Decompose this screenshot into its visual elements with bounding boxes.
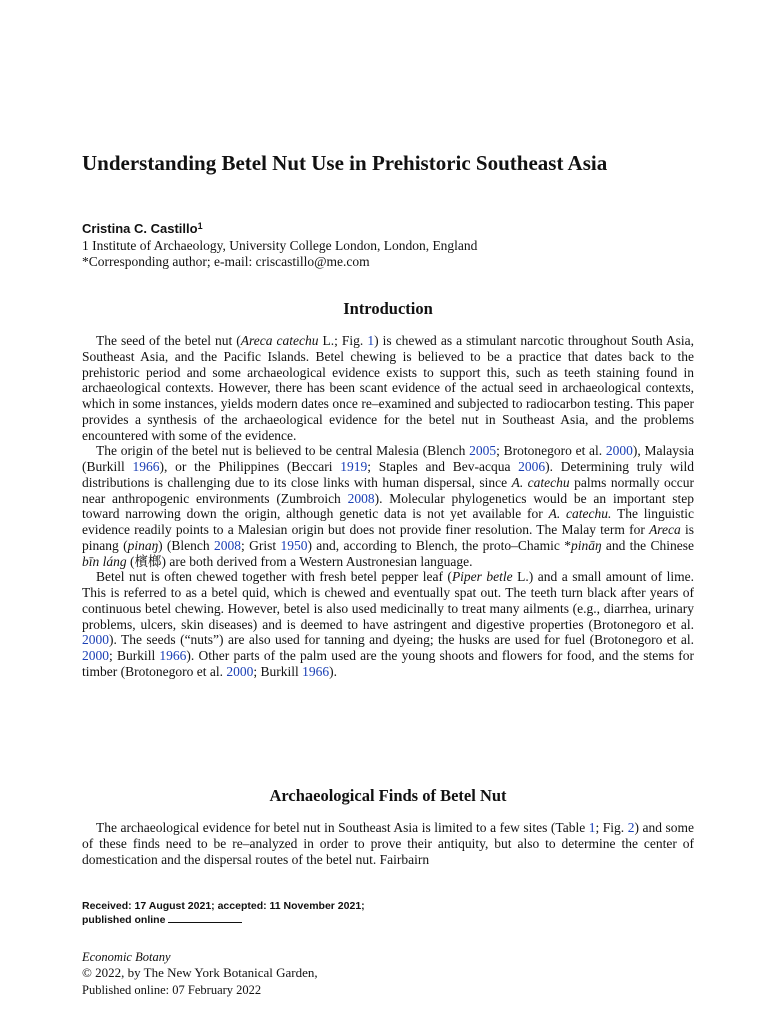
author-correspondence: *Corresponding author; e-mail: criscastillo@me.com — [82, 254, 370, 269]
figure-link[interactable]: 1 — [367, 333, 375, 348]
section-heading-introduction: Introduction — [343, 299, 433, 318]
published-online-date: Published online: 07 February 2022 — [82, 983, 262, 997]
paragraph: The origin of the betel nut is believed to be central Malesia (Blench 2005; Brotonegoro et al. 2000), Malaysia (Burkill 1966), or the Philippines (Beccari 1919; Staples and Bev-acqua 2006). Determining truly wild distributions is challenging due to its close links with human dispersal, since A. catechu palms normally occur near anthropogenic environments (Zumbroich 2008). Molecular phylogenetics would be an important step toward narrowing down the origin, although genetic data is not yet available for A. catechu. The linguistic evidence readily points to a Malesian origin but does not provide finer resolution. The Malay term for Areca is pinang (pinaŋ) (Blench 2008; Grist 1950) and, according to Blench, the proto–Chamic *pināŋ and the Chinese bīn láng (檳榔) are both derived from a Western Austronesian language. — [82, 443, 694, 569]
citation-link[interactable]: 2000 — [82, 648, 109, 663]
citation-link[interactable]: 1966 — [132, 459, 160, 474]
author-name: Cristina C. Castillo — [82, 221, 198, 236]
citation-link[interactable]: 2006 — [518, 459, 546, 474]
citation-link[interactable]: 2005 — [469, 443, 497, 459]
journal-footer — [82, 950, 582, 998]
author-line — [82, 220, 203, 237]
citation-link[interactable]: 2008 — [347, 490, 375, 506]
paragraph: The archaeological evidence for betel nut in Southeast Asia is limited to a few sites (Table 1; Fig. 2) and some of these finds need to be re–analyzed in order to prove their antiquity, but also to determine the center of domestication and the dispersal routes of the betel nut. Fairbairn — [82, 820, 695, 867]
author-affiliation: 1 Institute of Archaeology, University College London, London, England — [82, 238, 478, 253]
citation-link[interactable]: 2008 — [214, 537, 241, 553]
journal-name: Economic Botany — [82, 950, 171, 964]
article-dates — [82, 899, 482, 927]
citation-link[interactable]: 1950 — [280, 537, 308, 553]
introduction-body — [82, 333, 694, 680]
published-online-line: published online — [82, 913, 482, 927]
section-heading-archaeological-finds: Archaeological Finds of Betel Nut — [269, 786, 507, 805]
table-link[interactable]: 1 — [588, 820, 596, 835]
received-accepted-dates: Received: 17 August 2021; accepted: 11 November 2021; — [82, 900, 365, 912]
copyright-line: © 2022, by The New York Botanical Garden, — [82, 965, 318, 980]
citation-link[interactable]: 2000 — [226, 663, 254, 679]
paragraph: The seed of the betel nut (Areca catechu L.; Fig. 1) is chewed as a stimulant narcotic throughout South Asia, Southeast Asia, and the Pacific Islands. Betel chewing is believed to be a practice that dates back to the prehistoric period and some archaeological evidence exists to support this, such as teeth staining found in archaeological contexts. However, there has been scant evidence of the actual seed in archaeological contexts, which in some instances, yields modern dates once re–examined and subjected to radiocarbon testing. This paper provides a synthesis of the archaeological evidence for the betel nut in Southeast Asia, and the problems encountered with some of the evidence. — [82, 333, 694, 443]
article-title: Understanding Betel Nut Use in Prehistoric Southeast Asia — [82, 151, 608, 175]
citation-link[interactable]: 1966 — [302, 663, 330, 679]
citation-link[interactable]: 2000 — [82, 632, 109, 648]
affiliation-block — [82, 238, 702, 270]
author-affiliation-marker: 1 — [197, 221, 203, 231]
published-date-blank — [168, 913, 242, 923]
citation-link[interactable]: 1966 — [159, 648, 187, 663]
citation-link[interactable]: 2000 — [605, 443, 633, 459]
paragraph: Betel nut is often chewed together with fresh betel pepper leaf (Piper betle L.) and a small amount of lime. This is referred to as a betel quid, which is chewed and eventually spat out. The teeth turn black after years of continuous betel chewing. However, betel is also used medicinally to treat many ailments (e.g., diarrhea, urinary problems, ulcers, skin diseases) and is deemed to have astringent and digestive properties (Brotonegoro et al. 2000). The seeds (“nuts”) are also used for tanning and dyeing; the husks are used for fuel (Brotonegoro et al. 2000; Burkill 1966). Other parts of the palm used are the young shoots and flowers for food, and the stems for timber (Brotonegoro et al. 2000; Burkill 1966). — [82, 569, 694, 679]
citation-link[interactable]: 1919 — [340, 459, 368, 474]
archaeological-body — [82, 820, 694, 867]
figure-link[interactable]: 2 — [627, 820, 635, 835]
